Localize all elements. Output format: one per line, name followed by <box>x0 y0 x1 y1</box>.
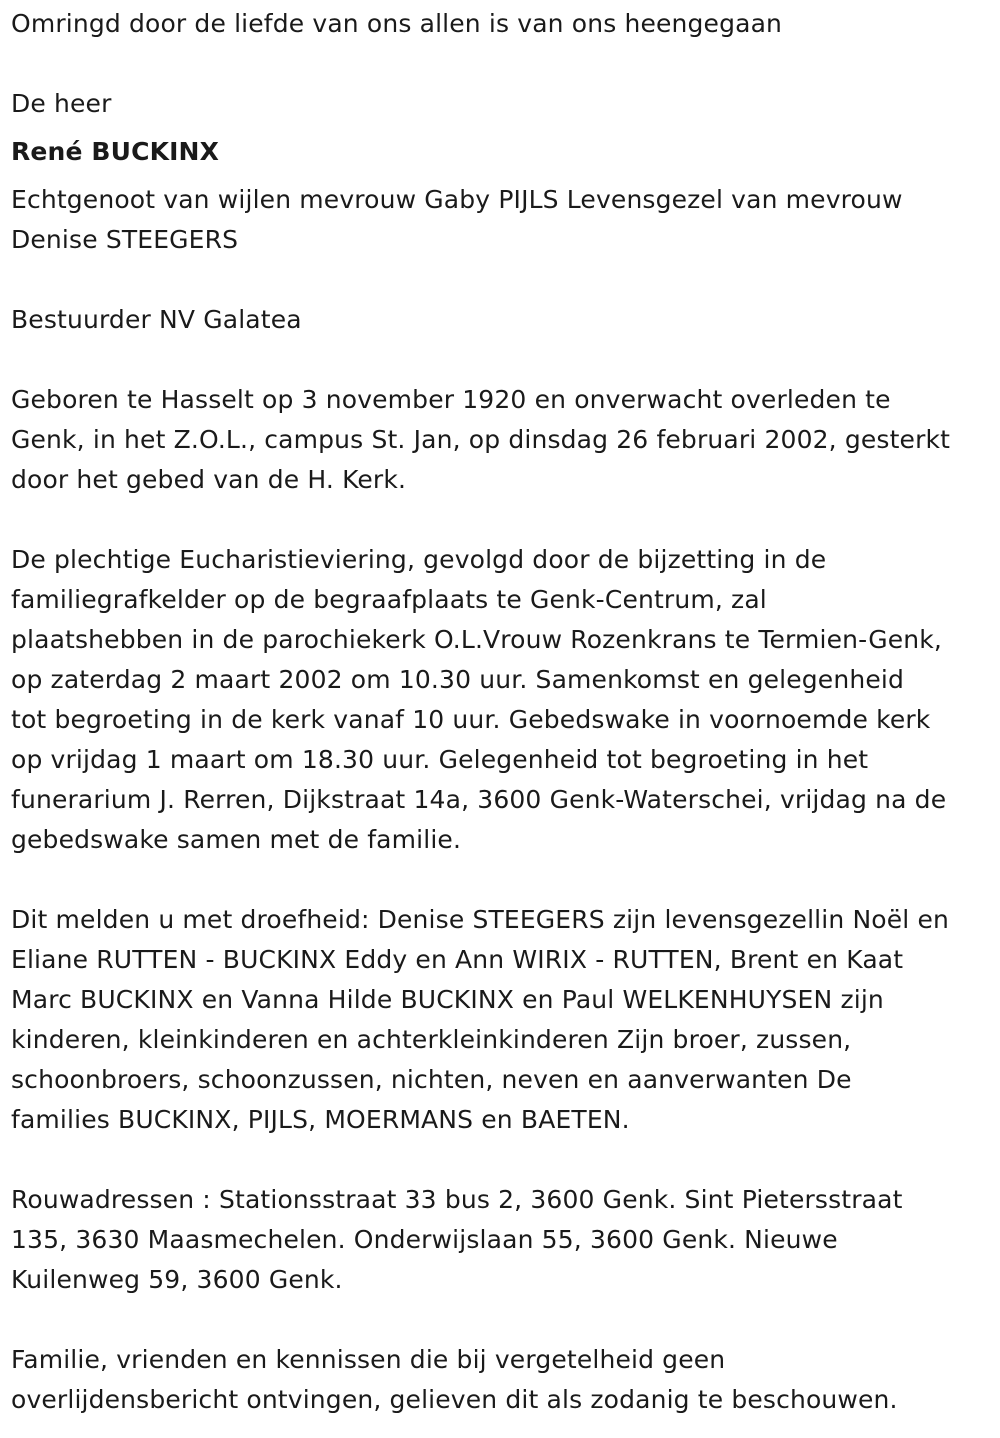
text-line: Echtgenoot van wijlen mevrouw Gaby PIJLS Levensgezel van mevrouw <box>11 185 903 214</box>
text-line: Genk, in het Z.O.L., campus St. Jan, op dinsdag 26 februari 2002, gesterkt <box>11 425 951 454</box>
text-line: kinderen, kleinkinderen en achterkleinkinderen Zijn broer, zussen, <box>11 1025 852 1054</box>
text-line: schoonbroers, schoonzussen, nichten, neven en aanverwanten De <box>11 1065 852 1094</box>
text-line: gebedswake samen met de familie. <box>11 825 462 854</box>
text-line: families BUCKINX, PIJLS, MOERMANS en BAETEN. <box>11 1105 630 1134</box>
text-line: op vrijdag 1 maart om 18.30 uur. Gelegenheid tot begroeting in het <box>11 745 869 774</box>
spacer <box>11 860 996 900</box>
text-line: Kuilenweg 59, 3600 Genk. <box>11 1265 343 1294</box>
text-line: Geboren te Hasselt op 3 november 1920 en onverwacht overleden te <box>11 385 891 414</box>
obituary-notice <box>11 4 996 1420</box>
occupation: Bestuurder NV Galatea <box>11 305 302 334</box>
text-line: Eliane RUTTEN - BUCKINX Eddy en Ann WIRIX - RUTTEN, Brent en Kaat <box>11 945 904 974</box>
deceased-name: René BUCKINX <box>11 137 220 166</box>
intro-text: Omringd door de liefde van ons allen is van ons heengegaan <box>11 9 783 38</box>
ceremony-paragraph <box>11 540 996 860</box>
text-line: familiegrafkelder op de begraafplaats te Genk-Centrum, zal <box>11 585 767 614</box>
text-line: Marc BUCKINX en Vanna Hilde BUCKINX en Paul WELKENHUYSEN zijn <box>11 985 884 1014</box>
spacer <box>11 1300 996 1340</box>
spacer <box>11 500 996 540</box>
family-paragraph <box>11 900 996 1140</box>
relation-paragraph <box>11 180 996 260</box>
text-line: overlijdensbericht ontvingen, gelieven dit als zodanig te beschouwen. <box>11 1385 898 1414</box>
text-line: tot begroeting in de kerk vanaf 10 uur. Gebedswake in voornoemde kerk <box>11 705 931 734</box>
spacer <box>11 124 996 132</box>
closing-paragraph <box>11 1340 996 1420</box>
text-line: Familie, vrienden en kennissen die bij vergetelheid geen <box>11 1345 726 1374</box>
text-line: 135, 3630 Maasmechelen. Onderwijslaan 55, 3600 Genk. Nieuwe <box>11 1225 838 1254</box>
spacer <box>11 340 996 380</box>
text-line: plaatshebben in de parochiekerk O.L.Vrouw Rozenkrans te Termien-Genk, <box>11 625 942 654</box>
text-line: De plechtige Eucharistieviering, gevolgd door de bijzetting in de <box>11 545 827 574</box>
spacer <box>11 172 996 180</box>
text-line: door het gebed van de H. Kerk. <box>11 465 407 494</box>
spacer <box>11 1140 996 1180</box>
birth-death-paragraph <box>11 380 996 500</box>
salutation: De heer <box>11 89 112 118</box>
spacer <box>11 44 996 84</box>
text-line: Denise STEEGERS <box>11 225 239 254</box>
text-line: funerarium J. Rerren, Dijkstraat 14a, 3600 Genk-Waterschei, vrijdag na de <box>11 785 947 814</box>
address-paragraph <box>11 1180 996 1300</box>
text-line: op zaterdag 2 maart 2002 om 10.30 uur. Samenkomst en gelegenheid <box>11 665 904 694</box>
spacer <box>11 260 996 300</box>
text-line: Rouwadressen : Stationsstraat 33 bus 2, 3600 Genk. Sint Pietersstraat <box>11 1185 903 1214</box>
text-line: Dit melden u met droefheid: Denise STEEGERS zijn levensgezellin Noël en <box>11 905 949 934</box>
